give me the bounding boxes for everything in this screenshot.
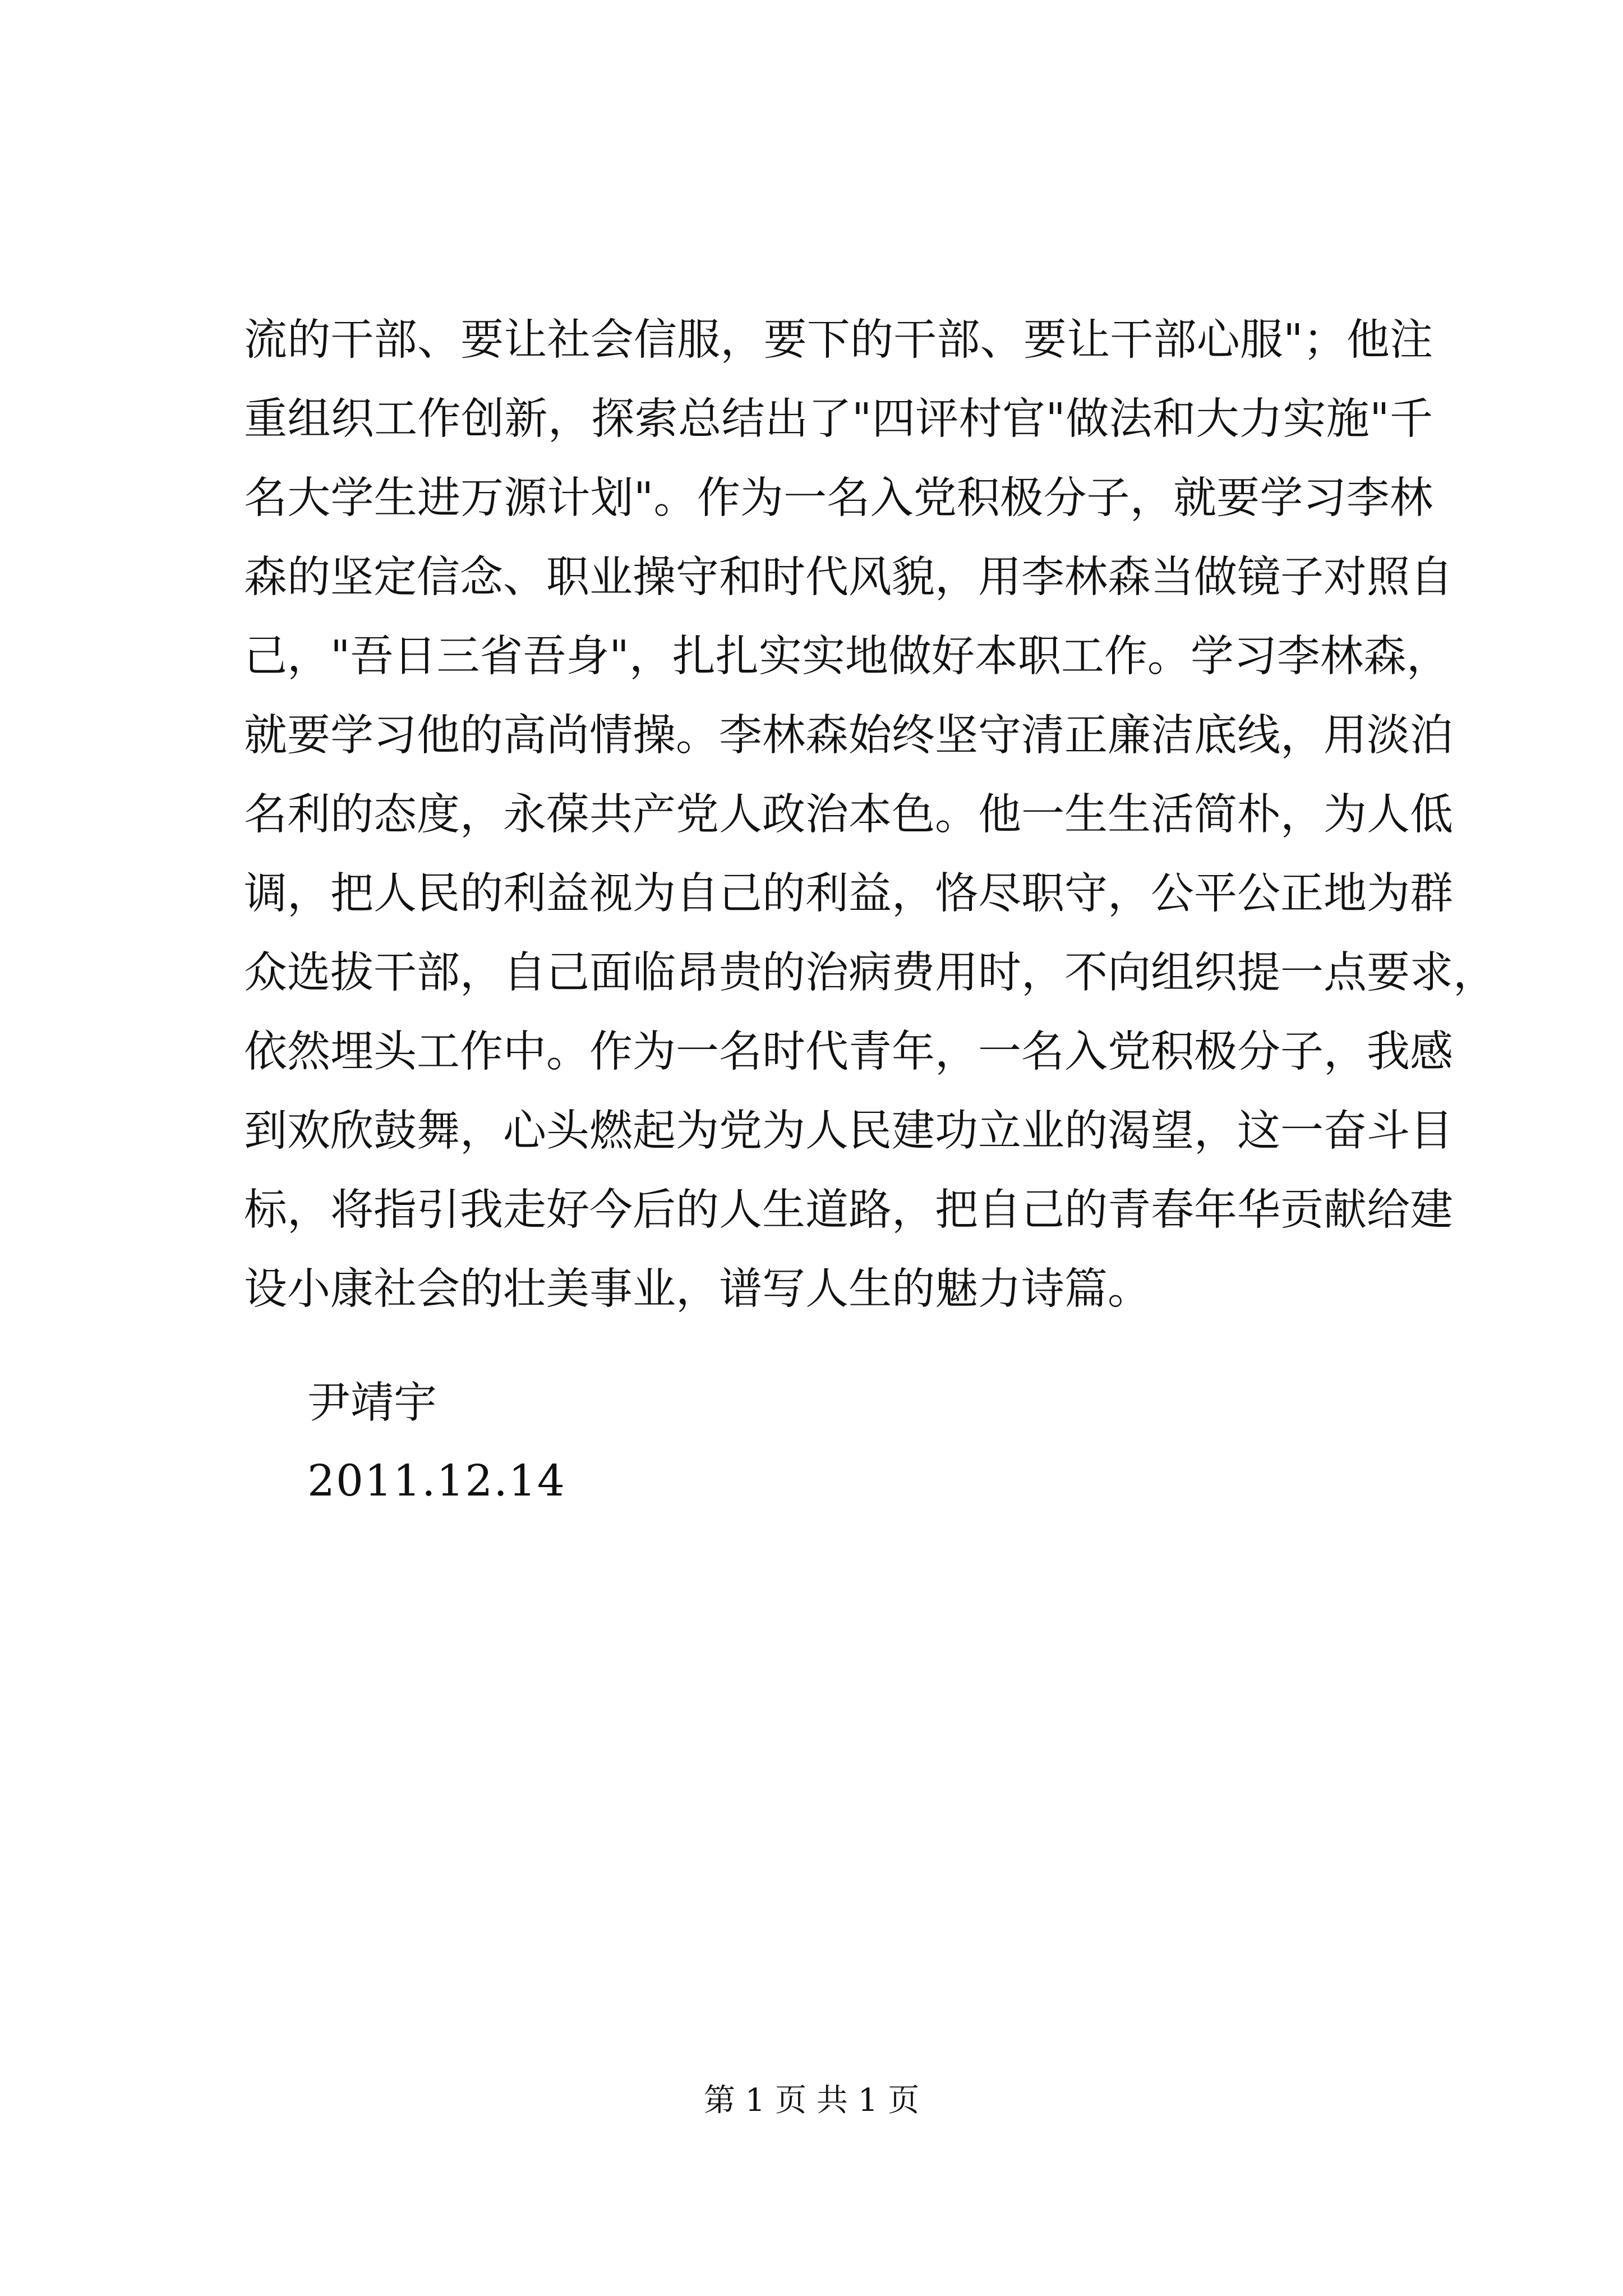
- page-footer: 第 1 页 共 1 页: [703, 2082, 920, 2119]
- text-line: 众选拔干部，自己面临昂贵的治病费用时，不向组织提一点要求，: [244, 948, 1496, 998]
- text-line: 设小康社会的壮美事业，谱写人生的魅力诗篇。: [244, 1264, 1151, 1314]
- text-line: 己，"吾日三省吾身"，扎扎实实地做好本职工作。学习李林森，: [244, 632, 1450, 682]
- text-line: 调，把人民的利益视为自己的利益，恪尽职守，公平公正地为群: [244, 869, 1453, 919]
- text-line: 重组织工作创新，探索总结出了"四评村官"做法和大力实施"千: [244, 394, 1433, 444]
- text-line: 名利的态度，永葆共产党人政治本色。他一生生活简朴，为人低: [244, 790, 1453, 840]
- body-paragraph: [244, 301, 1496, 1329]
- document-date: 2011.12.14: [307, 1456, 566, 1506]
- author-signature: 尹靖宇: [307, 1378, 437, 1428]
- text-line: 森的坚定信念、职业操守和时代风貌，用李林森当做镜子对照自: [244, 553, 1453, 602]
- text-line: 到欢欣鼓舞，心头燃起为党为人民建功立业的渴望，这一奋斗目: [244, 1106, 1453, 1156]
- text-line: 流的干部、要让社会信服，要下的干部、要让干部心服"；他注: [244, 315, 1433, 365]
- text-line: 名大学生进万源计划"。作为一名入党积极分子，就要学习李林: [244, 473, 1433, 523]
- text-line: 标，将指引我走好今后的人生道路，把自己的青春年华贡献给建: [244, 1185, 1453, 1235]
- text-line: 就要学习他的高尚情操。李林森始终坚守清正廉洁底线，用淡泊: [244, 711, 1453, 761]
- text-line: 依然埋头工作中。作为一名时代青年，一名入党积极分子，我感: [244, 1027, 1453, 1077]
